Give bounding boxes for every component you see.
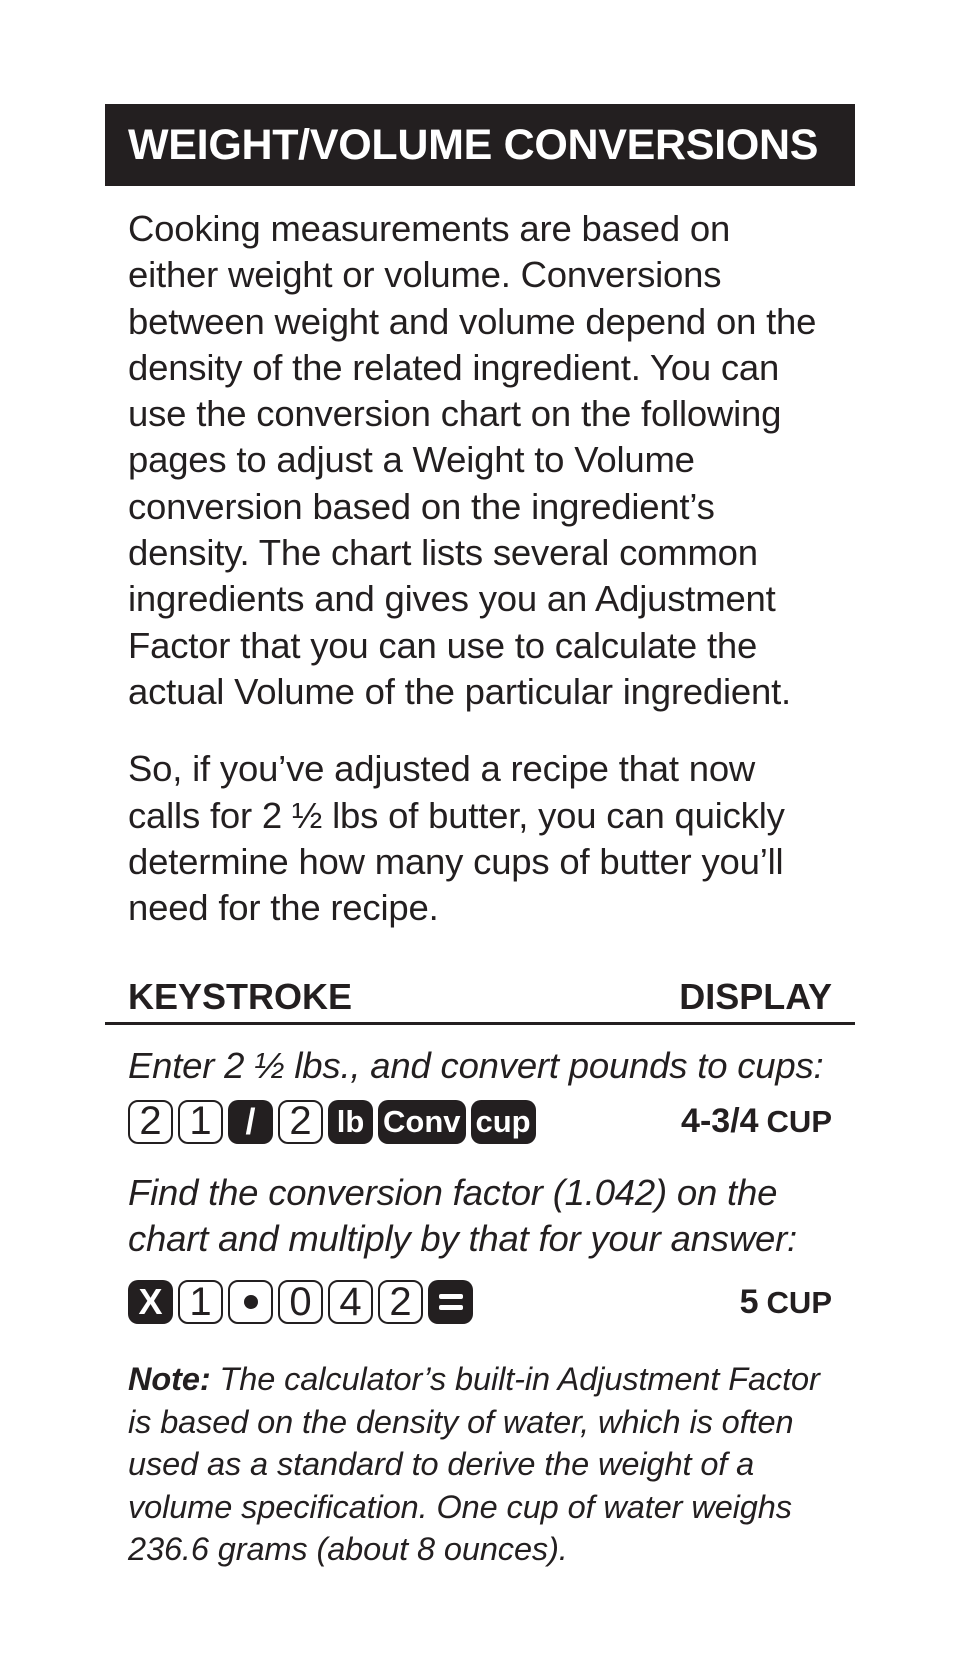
text-line: 236.6 grams (about 8 ounces). bbox=[128, 1531, 568, 1568]
step2-display bbox=[740, 1283, 832, 1322]
key-cup: cup bbox=[471, 1100, 536, 1144]
intro-paragraph bbox=[105, 206, 855, 715]
text-line: Cooking measurements are based on bbox=[128, 208, 731, 249]
step2-keystroke-row bbox=[105, 1276, 855, 1328]
text-line: calls for 2 ½ lbs of butter, you can quickly bbox=[128, 794, 785, 836]
equals-icon bbox=[439, 1294, 463, 1310]
key-4: 4 bbox=[328, 1280, 373, 1324]
step1-display bbox=[681, 1102, 832, 1141]
key-equals bbox=[428, 1280, 473, 1324]
key-decimal-point bbox=[228, 1280, 273, 1324]
key-conv: Conv bbox=[378, 1100, 466, 1144]
text-line: use the conversion chart on the following bbox=[128, 393, 782, 435]
text-line: density. The chart lists several common bbox=[128, 532, 758, 574]
step1-keystroke-row bbox=[105, 1096, 855, 1148]
key-2: 2 bbox=[378, 1280, 423, 1324]
step2-keys bbox=[128, 1280, 473, 1324]
text-line: either weight or volume. Conversions bbox=[128, 254, 722, 296]
key-fraction-bar: / bbox=[228, 1100, 273, 1144]
step2-instruction bbox=[105, 1170, 855, 1263]
manual-page bbox=[105, 104, 855, 1571]
step1-display-value: 4-3/4 bbox=[681, 1102, 759, 1141]
text-line: Find the conversion factor (1.042) on the bbox=[128, 1171, 778, 1213]
text-line: need for the recipe. bbox=[128, 887, 439, 929]
column-headers bbox=[105, 976, 855, 1025]
key-multiply: X bbox=[128, 1280, 173, 1324]
text-line: determine how many cups of butter you’ll bbox=[128, 840, 784, 882]
key-1: 1 bbox=[178, 1280, 223, 1324]
text-line: chart and multiply by that for your answer: bbox=[128, 1218, 797, 1260]
key-2: 2 bbox=[128, 1100, 173, 1144]
key-1: 1 bbox=[178, 1100, 223, 1144]
note-paragraph bbox=[105, 1358, 855, 1571]
example-paragraph bbox=[105, 746, 855, 931]
note-label: Note: bbox=[128, 1361, 211, 1398]
text-line: between weight and volume depend on the bbox=[128, 300, 817, 342]
text-line: So, if you’ve adjusted a recipe that now bbox=[128, 748, 756, 790]
text-line: Factor that you can use to calculate the bbox=[128, 624, 758, 666]
key-lb: lb bbox=[328, 1100, 373, 1144]
keystroke-header: KEYSTROKE bbox=[128, 976, 353, 1018]
text-line: pages to adjust a Weight to Volume bbox=[128, 439, 695, 481]
section-title: WEIGHT/VOLUME CONVERSIONS bbox=[128, 120, 819, 169]
text-line: density of the related ingredient. You can bbox=[128, 346, 780, 388]
text-line: conversion based on the ingredient’s bbox=[128, 485, 715, 527]
text-line: used as a standard to derive the weight of a bbox=[128, 1446, 755, 1483]
display-header: DISPLAY bbox=[679, 976, 832, 1018]
step1-instruction: Enter 2 ½ lbs., and convert pounds to cups: bbox=[128, 1045, 824, 1087]
section-title-bar bbox=[105, 104, 855, 186]
step2-display-unit: CUP bbox=[766, 1284, 832, 1320]
text-line: ingredients and gives you an Adjustment bbox=[128, 578, 776, 620]
key-2: 2 bbox=[278, 1100, 323, 1144]
text-line: is based on the density of water, which is often bbox=[128, 1403, 794, 1440]
text-line: volume specification. One cup of water weighs bbox=[128, 1488, 792, 1525]
step1-display-unit: CUP bbox=[766, 1104, 832, 1140]
step1-keys bbox=[128, 1100, 536, 1144]
text-line: The calculator’s built-in Adjustment Factor bbox=[210, 1361, 820, 1398]
step2-display-value: 5 bbox=[739, 1282, 759, 1321]
key-0: 0 bbox=[278, 1280, 323, 1324]
decimal-dot-icon bbox=[244, 1295, 258, 1309]
note-first-line bbox=[128, 1358, 855, 1401]
text-line: actual Volume of the particular ingredient. bbox=[128, 670, 791, 712]
